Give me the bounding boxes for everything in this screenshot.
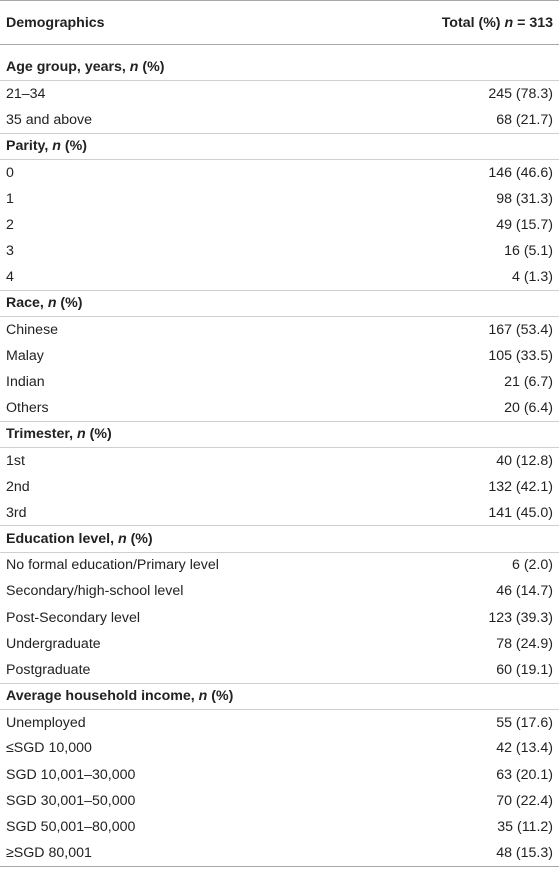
table-row: [0, 814, 559, 840]
table-row: [0, 212, 559, 238]
row-value: 70 (22.4): [496, 792, 553, 809]
group-title-prefix: Parity,: [6, 138, 53, 155]
row-label: Malay: [6, 347, 44, 364]
row-value: 123 (39.3): [488, 609, 553, 626]
row-value: 98 (31.3): [496, 190, 553, 207]
row-value: 78 (24.9): [496, 635, 553, 652]
row-value: 141 (45.0): [488, 504, 553, 521]
row-value: 48 (15.3): [400, 840, 559, 866]
table-row: [0, 185, 559, 211]
table-row: [0, 474, 559, 500]
group-title-prefix: Average household income,: [6, 688, 199, 705]
header-demographics: Demographics: [6, 14, 105, 31]
row-value: 6 (2.0): [511, 557, 553, 574]
group-header-row: [0, 683, 559, 709]
row-value: 245 (78.3): [488, 86, 553, 103]
row-value: 49 (15.7): [496, 216, 553, 233]
row-value: 35 (11.2): [497, 819, 553, 836]
table-spacer: [0, 45, 559, 55]
row-label: 4: [6, 268, 14, 285]
row-value: 21 (6.7): [504, 373, 553, 390]
row-label: ≤SGD 10,000: [6, 740, 92, 757]
group-header-row: [0, 133, 559, 159]
row-value: 60 (19.1): [496, 661, 553, 678]
table-body: [0, 45, 559, 867]
group-title-suffix: (%): [126, 530, 153, 547]
row-value: 63 (20.1): [496, 766, 553, 783]
row-label: 1: [6, 190, 14, 207]
row-value: 132 (42.1): [488, 478, 553, 495]
group-title-n: n: [47, 295, 57, 312]
table-row: [0, 604, 559, 630]
table-row: [0, 552, 559, 578]
table-row: [0, 343, 559, 369]
row-label: Undergraduate: [6, 635, 101, 652]
group-header-row: [0, 526, 559, 552]
row-label: SGD 50,001–80,000: [6, 819, 136, 836]
row-value: 68 (21.7): [496, 111, 553, 128]
table-row: [0, 264, 559, 290]
row-value: 4 (1.3): [511, 268, 553, 285]
table-row: [0, 578, 559, 604]
header-total: [400, 1, 559, 45]
group-title-prefix: Education level,: [6, 530, 118, 547]
header-total-prefix: Total (%): [441, 14, 505, 31]
table-header: [0, 1, 559, 45]
row-label: No formal education/Primary level: [6, 557, 219, 574]
row-value: 105 (33.5): [488, 347, 553, 364]
row-value: 40 (12.8): [496, 452, 553, 469]
row-label: 2: [6, 216, 14, 233]
row-value: 146 (46.6): [488, 164, 553, 181]
table-row: [0, 762, 559, 788]
row-label: 21–34: [6, 86, 46, 103]
table-row: [0, 631, 559, 657]
table-row: [0, 107, 559, 133]
header-total-suffix: = 313: [513, 14, 553, 31]
table-row: [0, 316, 559, 342]
row-value: 42 (13.4): [496, 740, 553, 757]
group-title: [0, 683, 559, 709]
group-header-row: [0, 55, 559, 81]
row-label: SGD 10,001–30,000: [6, 766, 136, 783]
group-title: [0, 421, 559, 447]
group-header-row: [0, 290, 559, 316]
table-row: [0, 709, 559, 735]
group-title: [0, 526, 559, 552]
row-label: SGD 30,001–50,000: [6, 792, 136, 809]
row-value: 20 (6.4): [504, 399, 553, 416]
row-label: Chinese: [6, 321, 59, 338]
group-title-suffix: (%): [60, 138, 87, 155]
header-row: [0, 1, 559, 45]
row-value: 46 (14.7): [496, 583, 553, 600]
group-title-prefix: Race,: [6, 295, 48, 312]
group-title-n: n: [117, 530, 127, 547]
table-row: [0, 447, 559, 473]
row-label: Postgraduate: [6, 661, 91, 678]
row-value: 55 (17.6): [496, 714, 553, 731]
row-label: Secondary/high-school level: [6, 583, 184, 600]
group-title-prefix: Trimester,: [6, 426, 77, 443]
row-label: 3rd: [6, 504, 27, 521]
group-title-n: n: [52, 138, 61, 155]
group-title: [0, 290, 559, 316]
row-label: 2nd: [6, 478, 30, 495]
table-row: [0, 238, 559, 264]
group-title-suffix: (%): [207, 688, 234, 705]
header-total-n: n: [504, 14, 514, 31]
table-row: [0, 395, 559, 421]
table-row: [0, 500, 559, 526]
table-row: [0, 369, 559, 395]
table-row: [0, 81, 559, 107]
row-label: Post-Secondary level: [6, 609, 141, 626]
row-label: Indian: [6, 373, 45, 390]
table-row: [0, 840, 559, 866]
row-label: Unemployed: [6, 714, 86, 731]
row-label: 35 and above: [6, 111, 92, 128]
group-header-row: [0, 421, 559, 447]
row-value: 16 (5.1): [504, 242, 553, 259]
table-row: [0, 657, 559, 683]
group-title-suffix: (%): [56, 295, 83, 312]
group-title-prefix: Age group, years,: [6, 59, 130, 76]
group-title-n: n: [76, 426, 86, 443]
row-label: 1st: [6, 452, 25, 469]
table-row: [0, 735, 559, 761]
group-title-n: n: [129, 59, 139, 76]
group-title-n: n: [198, 688, 208, 705]
row-value: 167 (53.4): [488, 321, 553, 338]
group-title-suffix: (%): [138, 59, 165, 76]
group-title: [0, 133, 559, 159]
row-label: Others: [6, 399, 49, 416]
group-title-suffix: (%): [85, 426, 112, 443]
row-label: 3: [6, 242, 14, 259]
table-row: [0, 159, 559, 185]
row-label: 0: [6, 164, 14, 181]
table-row: [0, 788, 559, 814]
row-label: ≥SGD 80,001: [0, 840, 400, 866]
group-title: [0, 55, 559, 81]
